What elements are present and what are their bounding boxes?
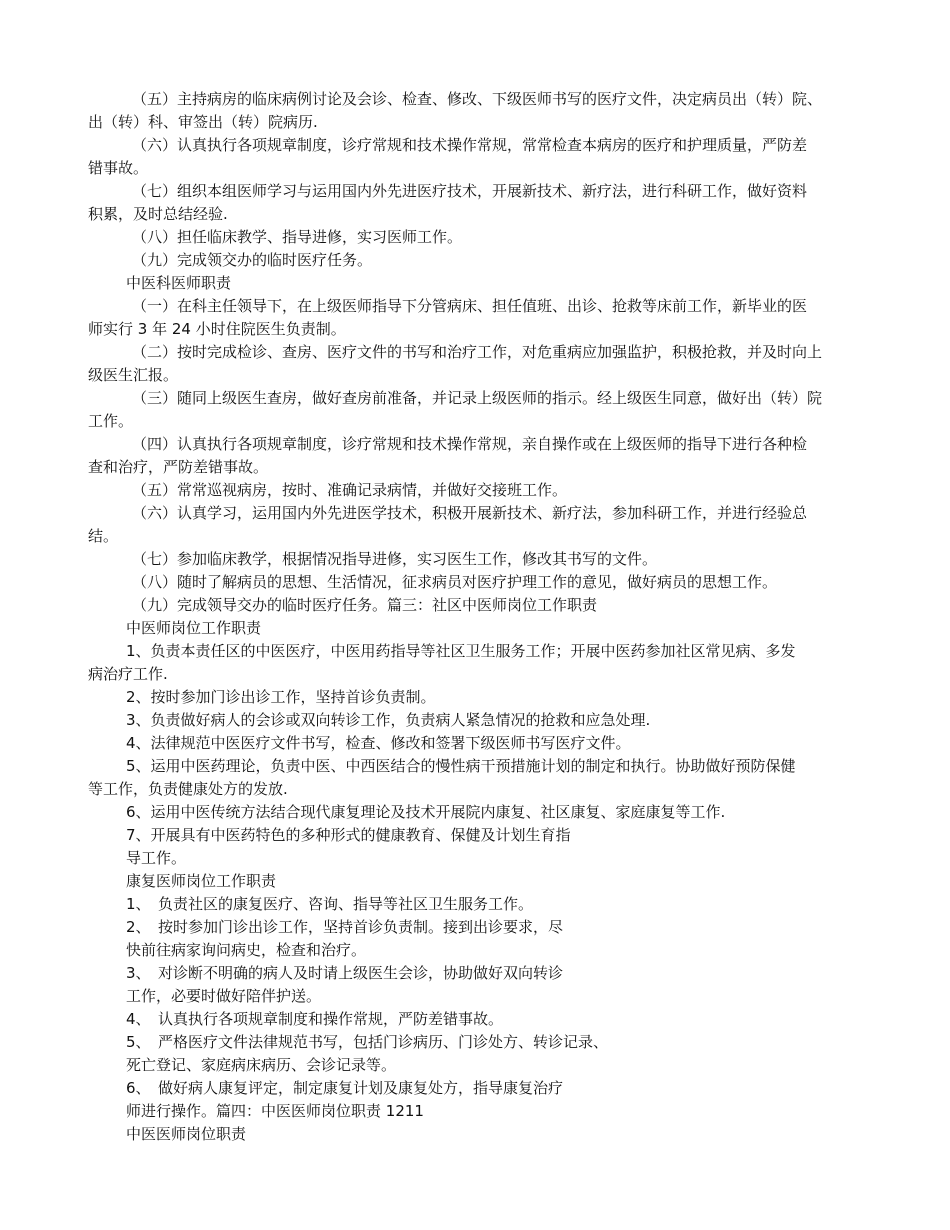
text-line: 死亡登记、家庭病床病历、会诊记录等。	[126, 1056, 397, 1074]
text-line: （六）认真学习，运用国内外先进医学技术，积极开展新技术、新疗法，参加科研工作，并进行经验总	[132, 504, 808, 522]
text-line: 工作。	[88, 412, 134, 430]
text-line: （五）主持病房的临床病例讨论及会诊、检查、修改、下级医师书写的医疗文件，决定病员出（转）院、	[132, 90, 823, 108]
text-line: 病治疗工作.	[88, 665, 168, 683]
text-line: 中医医师岗位职责	[126, 1125, 247, 1143]
text-line: 4、 认真执行各项规章制度和操作常规，严防差错事故。	[126, 1010, 504, 1028]
text-line: （八）随时了解病员的思想、生活情况，征求病员对医疗护理工作的意见，做好病员的思想工作。	[132, 573, 778, 591]
text-line: 4、法律规范中医医疗文件书写，检查、修改和签署下级医师书写医疗文件。	[126, 734, 631, 752]
text-line: 6、 做好病人康复评定，制定康复计划及康复处方，指导康复治疗	[126, 1079, 564, 1097]
text-line: 2、按时参加门诊出诊工作，坚持首诊负责制。	[126, 688, 436, 706]
text-line: （四）认真执行各项规章制度，诊疗常规和技术操作常规，亲自操作或在上级医师的指导下进行各种检	[132, 435, 808, 453]
text-line: （九）完成领导交办的临时医疗任务。篇三：社区中医师岗位工作职责	[132, 596, 598, 614]
text-line: 导工作。	[126, 849, 187, 867]
text-line: （九）完成领交办的临时医疗任务。	[132, 251, 373, 269]
text-line: 中医师岗位工作职责	[126, 619, 262, 637]
text-line: （二）按时完成检诊、查房、医疗文件的书写和治疗工作，对危重病应加强监护，积极抢救，并及时向上	[132, 343, 823, 361]
text-line: 出（转）科、审签出（转）院病历.	[88, 113, 318, 131]
text-line: 师实行 3 年 24 小时住院医生负责制。	[88, 320, 346, 338]
text-line: 7、开展具有中医药特色的多种形式的健康教育、保健及计划生育指	[126, 826, 571, 844]
text-line: （六）认真执行各项规章制度，诊疗常规和技术操作常规，常常检查本病房的医疗和护理质量，严防差	[132, 136, 808, 154]
text-line: （五）常常巡视病房，按时、准确记录病情，并做好交接班工作。	[132, 481, 568, 499]
text-line: （三）随同上级医生查房，做好查房前准备，并记录上级医师的指示。经上级医生同意，做好出（转）院	[132, 389, 823, 407]
text-line: 1、负责本责任区的中医医疗，中医用药指导等社区卫生服务工作；开展中医药参加社区常见病、多发	[126, 642, 796, 660]
text-line: 工作，必要时做好陪伴护送。	[126, 987, 322, 1005]
text-line: 等工作，负责健康处方的发放.	[88, 780, 288, 798]
text-line: 师进行操作。篇四：中医医师岗位职责 1211	[126, 1102, 424, 1120]
document-body	[88, 88, 868, 1146]
text-line: 结。	[88, 527, 119, 545]
text-line: （八）担任临床教学、指导进修，实习医师工作。	[132, 228, 463, 246]
text-line: 5、运用中医药理论，负责中医、中西医结合的慢性病干预措施计划的制定和执行。协助做好预防保健	[126, 757, 796, 775]
text-line: （七）参加临床教学，根据情况指导进修，实习医生工作，修改其书写的文件。	[132, 550, 658, 568]
text-line: 快前往病家询问病史，检查和治疗。	[126, 941, 367, 959]
text-line: （七）组织本组医师学习与运用国内外先进医疗技术，开展新技术、新疗法，进行科研工作，做好资料	[132, 182, 808, 200]
text-line: 3、负责做好病人的会诊或双向转诊工作，负责病人紧急情况的抢救和应急处理.	[126, 711, 651, 729]
text-line: 查和治疗，严防差错事故。	[88, 458, 269, 476]
text-line: 中医科医师职责	[126, 274, 232, 292]
text-line: 康复医师岗位工作职责	[126, 872, 277, 890]
text-line: 3、 对诊断不明确的病人及时请上级医生会诊，协助做好双向转诊	[126, 964, 564, 982]
text-line: 错事故。	[88, 159, 149, 177]
text-line: （一）在科主任领导下，在上级医师指导下分管病床、担任值班、出诊、抢救等床前工作，新毕业的医	[132, 297, 808, 315]
text-line: 2、 按时参加门诊出诊工作，坚持首诊负责制。接到出诊要求，尽	[126, 918, 564, 936]
text-line: 5、 严格医疗文件法律规范书写，包括门诊病历、门诊处方、转诊记录、	[126, 1033, 609, 1051]
text-line: 积累，及时总结经验.	[88, 205, 228, 223]
text-line: 6、运用中医传统方法结合现代康复理论及技术开展院内康复、社区康复、家庭康复等工作.	[126, 803, 726, 821]
text-line: 1、 负责社区的康复医疗、咨询、指导等社区卫生服务工作。	[126, 895, 534, 913]
text-line: 级医生汇报。	[88, 366, 179, 384]
